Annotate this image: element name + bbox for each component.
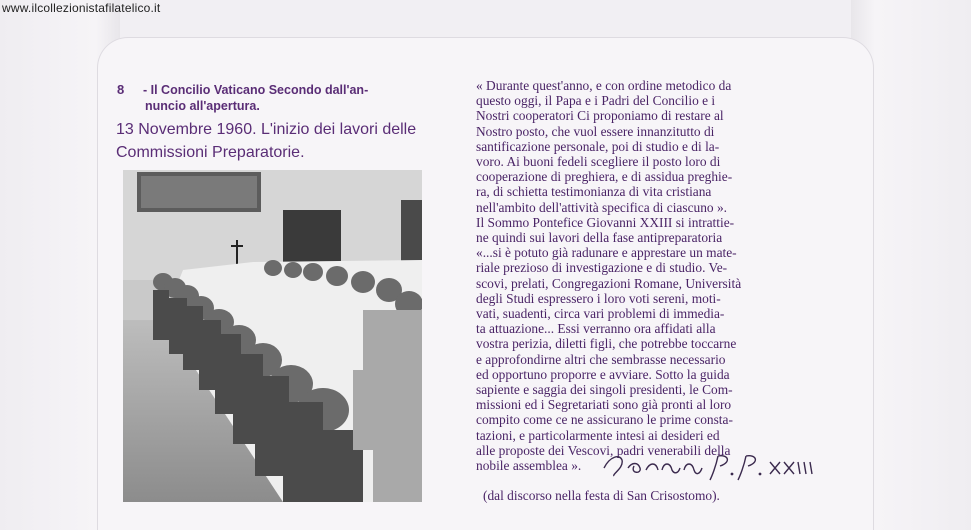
- quote-line: ra, di schietta testimonianza di vita cristiana: [476, 184, 712, 200]
- meeting-photo-illustration: [123, 170, 422, 502]
- quote-line: tazioni, e particolarmente intesi ai desideri ed: [476, 427, 720, 443]
- quote-line: ne quindi sui lavori della fase antipreparatoria: [476, 230, 723, 246]
- quote-line: questo oggi, il Papa e i Padri del Concilio e i: [476, 93, 716, 109]
- quote-line: nobile assemblea ».: [476, 458, 582, 474]
- quote-line: Nostro posto, che vuol essere innanzitutto di: [476, 123, 715, 139]
- quote-line: vostra perizia, diletti figli, che potrebbe toccarne: [476, 336, 737, 352]
- quote-line: missioni ed i Segretariati sono già pronti al loro: [476, 397, 732, 413]
- quote-line: ed opportuno proporre e avviare. Sotto la guida: [476, 366, 730, 382]
- source-citation: (dal discorso nella festa di San Crisostomo).: [483, 488, 720, 503]
- quote-text: [476, 78, 828, 473]
- quote-line: degli Studi espressero i loro voti sereni, moti-: [476, 290, 721, 306]
- headline: [116, 118, 436, 164]
- quote-line: compito come ce ne assicurano le prime consta-: [476, 412, 733, 428]
- caption-number: 8: [117, 82, 125, 97]
- quote-line: riale prezioso di investigazione e di studio. Ve-: [476, 260, 728, 276]
- quote-line: sapiente e saggia dei singoli presidenti, le Com-: [476, 382, 733, 398]
- headline-line-1: 13 Novembre 1960. L'inizio dei lavori delle: [116, 121, 417, 138]
- quote-line: e approfondirne altri che sembrasse necessario: [476, 351, 726, 367]
- caption-text: [143, 82, 433, 114]
- papal-signature: [600, 446, 830, 482]
- caption-line-2: nuncio all'apertura.: [145, 99, 260, 113]
- quote-line: voro. Ai buoni fedeli scegliere il posto loro di: [476, 154, 721, 170]
- quote-line: santificazione personale, poi di studio e di la-: [476, 138, 720, 154]
- watermark-url: www.ilcollezionistafilatelico.it: [2, 1, 161, 15]
- signature-scribble: [600, 446, 830, 482]
- quote-line: alle proposte dei Vescovi, padri venerabili della: [476, 442, 731, 458]
- quote-line: nell'ambito dell'attività specifica di ciascuno ».: [476, 199, 727, 215]
- headline-line-2: Commissioni Preparatorie.: [116, 144, 305, 161]
- caption-line-1: - Il Concilio Vaticano Secondo dall'an-: [143, 83, 369, 97]
- quote-line: cooperazione di preghiera, e di assidua preghie-: [476, 169, 733, 185]
- quote-line: « Durante quest'anno, e con ordine metodico da: [476, 78, 732, 93]
- quote-line: scovi, prelati, Congregazioni Romane, Università: [476, 275, 742, 291]
- quote-line: Il Sommo Pontefice Giovanni XXIII si intrattie-: [476, 214, 735, 230]
- council-meeting-photo: [123, 170, 422, 502]
- quote-line: ta attuazione... Essi verranno ora affidati alla: [476, 321, 716, 337]
- quote-line: vati, suadenti, circa vari problemi di immedia-: [476, 306, 725, 322]
- quote-line: «...si è potuto già radunare e apprestare un mate-: [476, 245, 737, 261]
- quote-line: Nostri cooperatori Ci proponiamo di restare al: [476, 108, 724, 124]
